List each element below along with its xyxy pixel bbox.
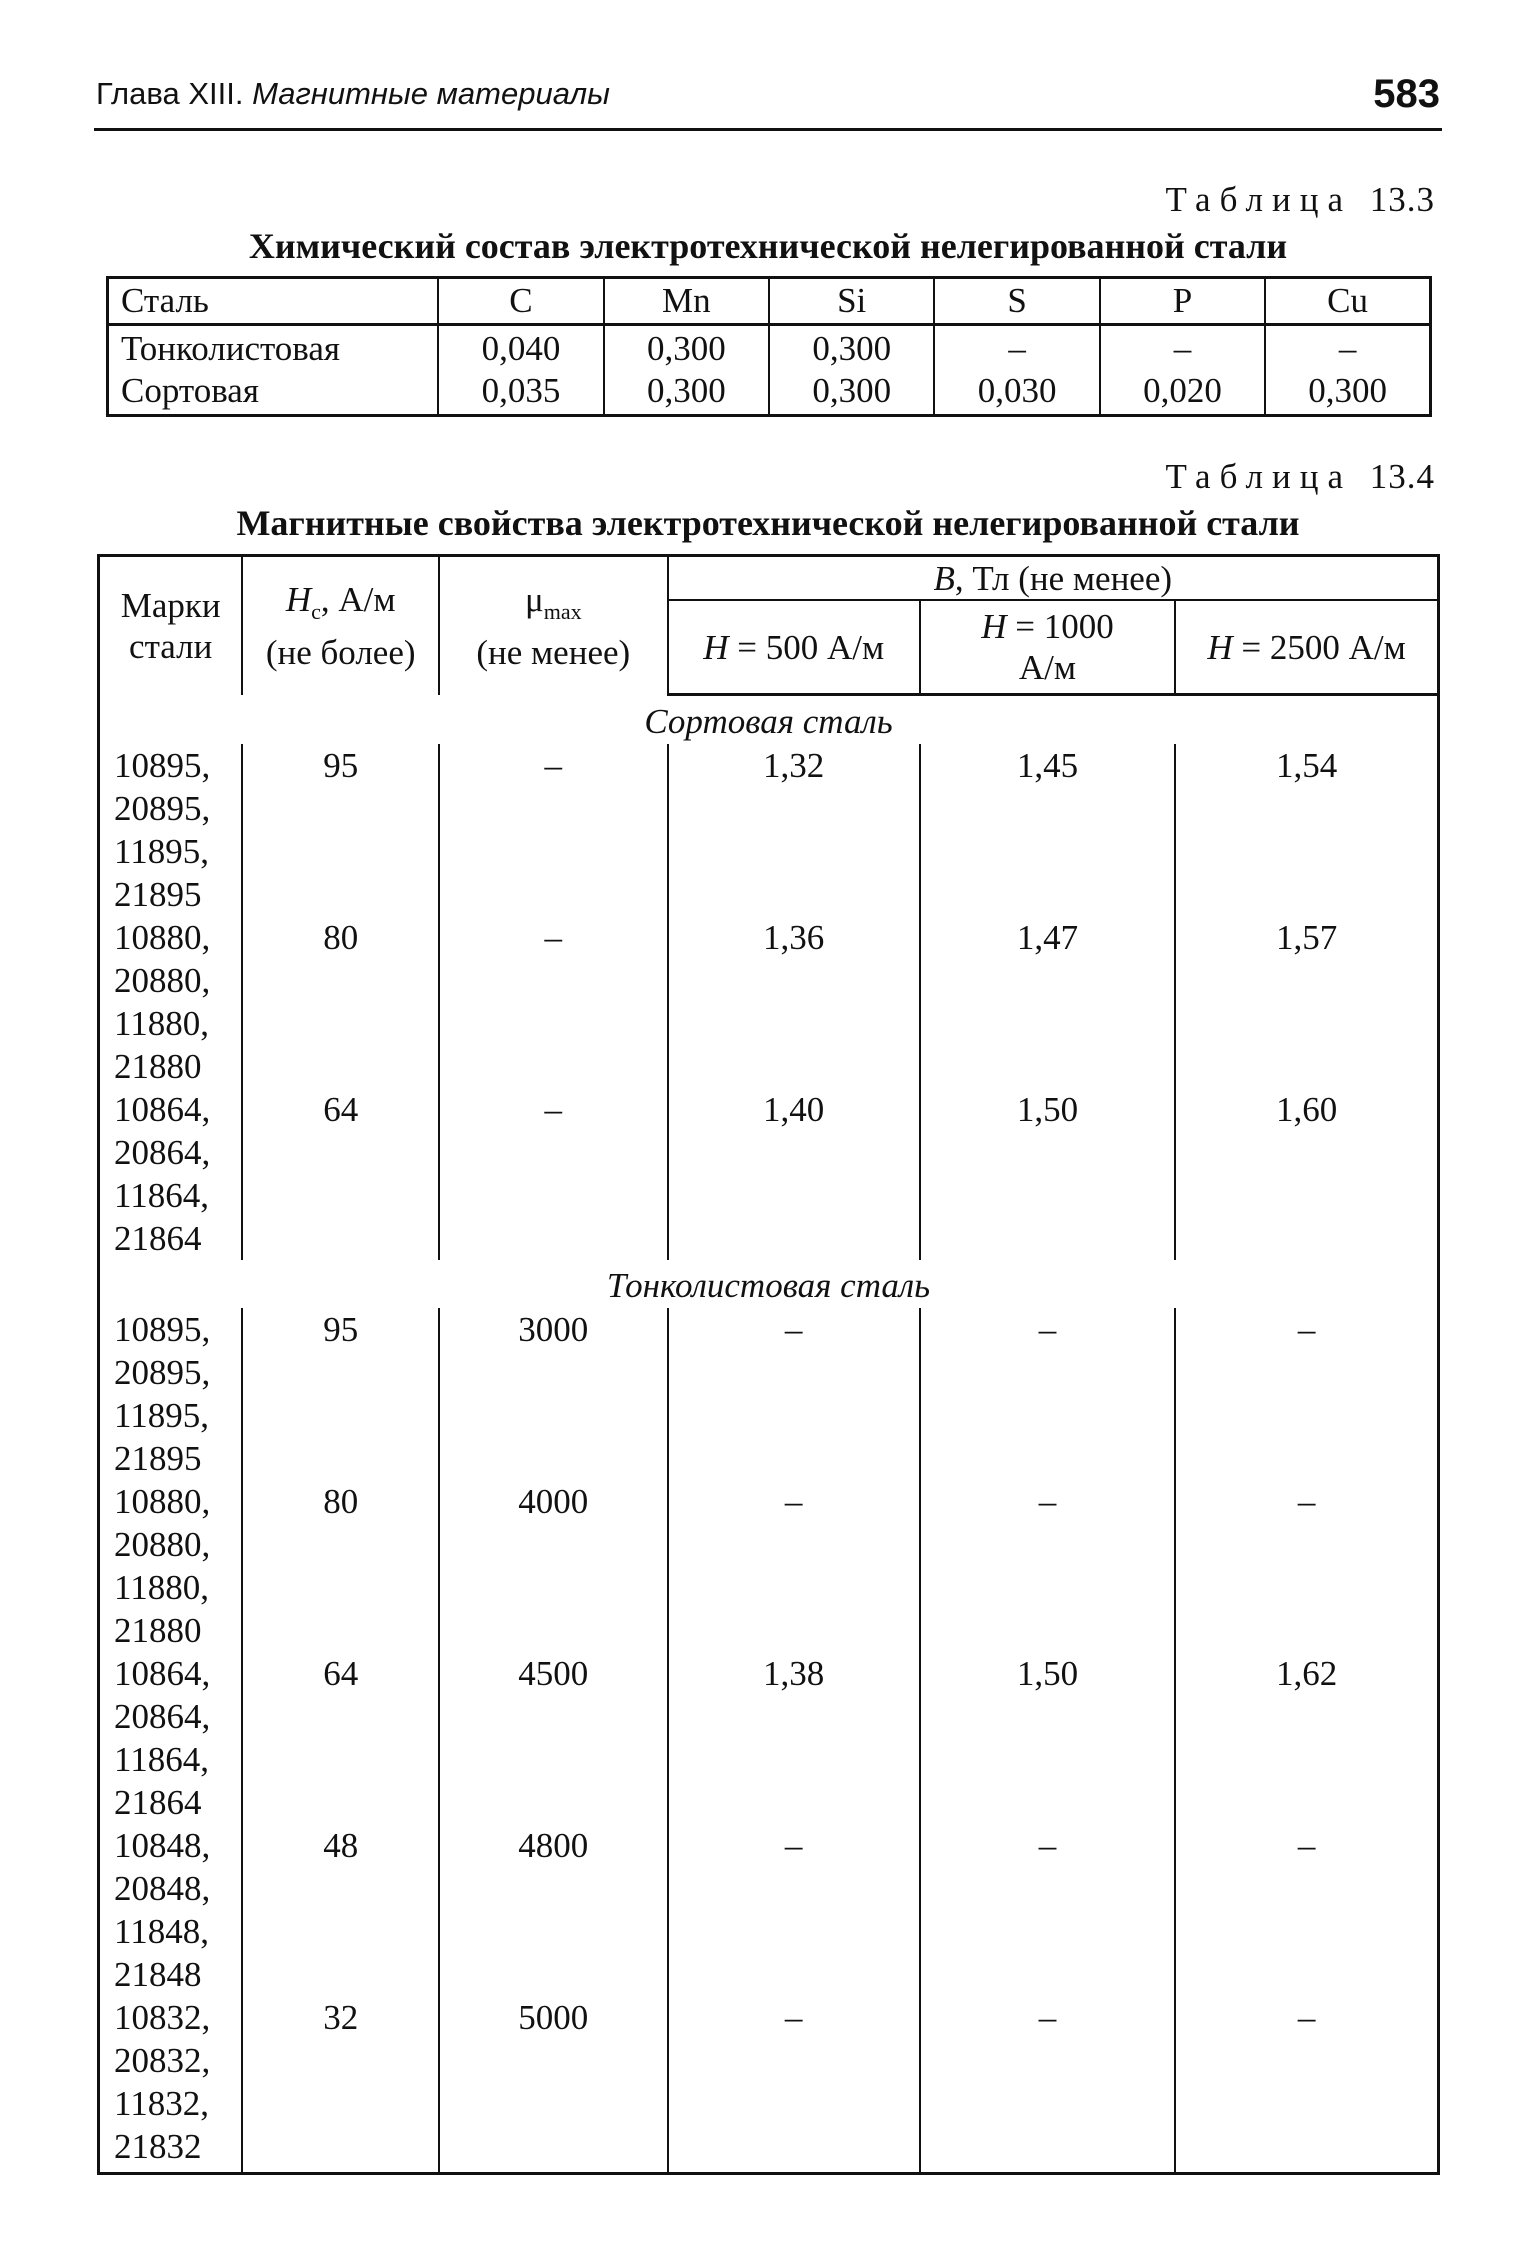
- grade-code: 10832,: [114, 1998, 211, 2037]
- grades-cell: [99, 1308, 243, 1480]
- permeability-cell: –: [439, 916, 668, 1088]
- table-row: [99, 1308, 1439, 1480]
- subscript: max: [543, 598, 582, 624]
- induction-2500-cell: –: [1175, 1996, 1438, 2174]
- chapter-name: Магнитные материалы: [252, 76, 610, 111]
- table-13-4-label: [1166, 457, 1435, 497]
- grade-code: 21864: [114, 1783, 202, 1822]
- symbol-mu: μ: [524, 579, 544, 619]
- grade-code: 10848,: [114, 1826, 211, 1865]
- induction-500-cell: –: [668, 1480, 920, 1652]
- grades-cell: [99, 1088, 243, 1260]
- table-row: [99, 1996, 1439, 2174]
- column-header: C: [438, 278, 603, 325]
- induction-1000-cell: 1,50: [920, 1088, 1175, 1260]
- induction-500-cell: 1,32: [668, 744, 920, 916]
- grade-code: 11864,: [114, 1740, 209, 1779]
- grade-code: 21880: [114, 1047, 202, 1086]
- table-13-3-label: [1166, 180, 1435, 220]
- table-cell: 0,300: [1265, 370, 1430, 416]
- grade-code: 21880: [114, 1611, 202, 1650]
- induction-500-cell: –: [668, 1824, 920, 1996]
- induction-1000-cell: 1,47: [920, 916, 1175, 1088]
- coercivity-cell: 64: [242, 1652, 439, 1824]
- header-coercivity: [242, 556, 439, 695]
- grade-code: 21895: [114, 875, 202, 914]
- grade-code: 10880,: [114, 918, 211, 957]
- column-header: Сталь: [108, 278, 439, 325]
- grades-cell: [99, 1996, 243, 2174]
- table-13-4-title: Магнитные свойства электротехнической нелегированной стали: [236, 503, 1300, 543]
- table-row: [108, 325, 1431, 371]
- column-header: P: [1100, 278, 1265, 325]
- table-cell: 0,040: [438, 325, 603, 371]
- coercivity-cell: 80: [242, 1480, 439, 1652]
- table-row: [108, 370, 1431, 416]
- table-cell: 0,035: [438, 370, 603, 416]
- header-text: Марки: [120, 585, 221, 625]
- induction-2500-cell: –: [1175, 1480, 1438, 1652]
- induction-2500-cell: 1,60: [1175, 1088, 1438, 1260]
- coercivity-cell: 64: [242, 1088, 439, 1260]
- permeability-cell: 4000: [439, 1480, 668, 1652]
- induction-2500-cell: 1,57: [1175, 916, 1438, 1088]
- table-row: [99, 1652, 1439, 1824]
- header-grades: [99, 556, 243, 695]
- grades-cell: [99, 1652, 243, 1824]
- grade-code: 20880,: [114, 961, 211, 1000]
- header-h1000: [920, 600, 1175, 695]
- table-row: [99, 1824, 1439, 1996]
- section-header-row: [99, 1260, 1439, 1308]
- header-text: (не более): [265, 632, 416, 672]
- column-header: Cu: [1265, 278, 1430, 325]
- table-label-number: 13.4: [1369, 457, 1435, 496]
- induction-500-cell: 1,38: [668, 1652, 920, 1824]
- chapter-title: [96, 76, 610, 112]
- table-cell: 0,300: [769, 370, 934, 416]
- grades-cell: [99, 916, 243, 1088]
- header-text: (не менее): [476, 632, 631, 672]
- header-text: А/м: [1018, 648, 1077, 687]
- grades-cell: [99, 1824, 243, 1996]
- symbol-h: H: [703, 627, 729, 667]
- grade-code: 10895,: [114, 1310, 211, 1349]
- induction-1000-cell: –: [920, 1824, 1175, 1996]
- grade-code: 11880,: [114, 1568, 209, 1607]
- chemical-composition-table: [106, 276, 1432, 417]
- header-induction-group: [668, 556, 1439, 601]
- header-text: = 1000: [1006, 607, 1114, 646]
- induction-500-cell: 1,36: [668, 916, 920, 1088]
- page-number: 583: [1373, 72, 1440, 116]
- table-label-word: Таблица: [1165, 457, 1352, 496]
- grade-code: 21848: [114, 1955, 202, 1994]
- symbol-h: H: [1207, 627, 1233, 667]
- header-text: = 2500 А/м: [1232, 627, 1406, 667]
- induction-500-cell: –: [668, 1996, 920, 2174]
- header-text: , А/м: [320, 579, 396, 619]
- grade-code: 11895,: [114, 1396, 209, 1435]
- grades-cell: [99, 744, 243, 916]
- symbol-h: H: [981, 607, 1007, 646]
- table-label-number: 13.3: [1369, 180, 1435, 219]
- header-permeability: [439, 556, 668, 695]
- table-cell: –: [1265, 325, 1430, 371]
- grade-code: 20848,: [114, 1869, 211, 1908]
- table-cell: 0,300: [604, 370, 769, 416]
- header-text: , Тл (не менее): [954, 558, 1173, 598]
- header-text: = 500 А/м: [728, 627, 885, 667]
- grade-code: 20864,: [114, 1133, 211, 1172]
- table-cell: 0,020: [1100, 370, 1265, 416]
- coercivity-cell: 32: [242, 1996, 439, 2174]
- table-row: [99, 744, 1439, 916]
- table-cell: 0,300: [769, 325, 934, 371]
- table-cell: 0,300: [604, 325, 769, 371]
- grade-code: 11895,: [114, 832, 209, 871]
- table-cell: –: [934, 325, 1099, 371]
- symbol-b: B: [933, 558, 955, 598]
- magnetic-properties-body: [99, 695, 1439, 2174]
- induction-1000-cell: 1,50: [920, 1652, 1175, 1824]
- column-header: S: [934, 278, 1099, 325]
- table-header-row: [99, 556, 1439, 601]
- grade-code: 11848,: [114, 1912, 209, 1951]
- column-header: Si: [769, 278, 934, 325]
- permeability-cell: 5000: [439, 1996, 668, 2174]
- induction-2500-cell: 1,54: [1175, 744, 1438, 916]
- table-cell: Сортовая: [121, 371, 259, 410]
- permeability-cell: –: [439, 1088, 668, 1260]
- section-header-row: [99, 695, 1439, 745]
- induction-1000-cell: –: [920, 1480, 1175, 1652]
- grade-code: 10895,: [114, 746, 211, 785]
- induction-2500-cell: –: [1175, 1824, 1438, 1996]
- grades-cell: [99, 1480, 243, 1652]
- induction-500-cell: –: [668, 1308, 920, 1480]
- induction-1000-cell: 1,45: [920, 744, 1175, 916]
- coercivity-cell: 95: [242, 744, 439, 916]
- induction-1000-cell: –: [920, 1996, 1175, 2174]
- coercivity-cell: 80: [242, 916, 439, 1088]
- symbol-h: H: [285, 579, 312, 619]
- grade-code: 20832,: [114, 2041, 211, 2080]
- header-text: стали: [129, 626, 213, 666]
- table-13-3-title: Химический состав электротехнической нелегированной стали: [248, 226, 1288, 266]
- grade-code: 11832,: [114, 2084, 209, 2123]
- page-header: [94, 72, 1442, 131]
- table-header-row: [108, 278, 1431, 325]
- grade-code: 10864,: [114, 1090, 211, 1129]
- table-cell: 0,030: [934, 370, 1099, 416]
- induction-2500-cell: 1,62: [1175, 1652, 1438, 1824]
- section-title: Сортовая сталь: [644, 702, 893, 741]
- permeability-cell: 4500: [439, 1652, 668, 1824]
- table-label-word: Таблица: [1165, 180, 1352, 219]
- grade-code: 21864: [114, 1219, 202, 1258]
- subscript: c: [311, 598, 321, 624]
- grade-code: 20895,: [114, 789, 211, 828]
- induction-2500-cell: –: [1175, 1308, 1438, 1480]
- grade-code: 10864,: [114, 1654, 211, 1693]
- magnetic-properties-table: [97, 554, 1440, 2175]
- grade-code: 11864,: [114, 1176, 209, 1215]
- grade-code: 20864,: [114, 1697, 211, 1736]
- grade-code: 10880,: [114, 1482, 211, 1521]
- column-header: Mn: [604, 278, 769, 325]
- induction-1000-cell: –: [920, 1308, 1175, 1480]
- coercivity-cell: 48: [242, 1824, 439, 1996]
- grade-code: 20880,: [114, 1525, 211, 1564]
- permeability-cell: 3000: [439, 1308, 668, 1480]
- chapter-prefix: Глава XIII.: [96, 76, 244, 111]
- grade-code: 20895,: [114, 1353, 211, 1392]
- header-h500: [668, 600, 920, 695]
- permeability-cell: 4800: [439, 1824, 668, 1996]
- table-cell: Тонколистовая: [121, 329, 341, 368]
- table-row: [99, 1088, 1439, 1260]
- grade-code: 21832: [114, 2127, 202, 2166]
- section-title: Тонколистовая сталь: [606, 1266, 931, 1305]
- permeability-cell: –: [439, 744, 668, 916]
- table-cell: –: [1100, 325, 1265, 371]
- grade-code: 11880,: [114, 1004, 209, 1043]
- coercivity-cell: 95: [242, 1308, 439, 1480]
- table-row: [99, 1480, 1439, 1652]
- grade-code: 21895: [114, 1439, 202, 1478]
- induction-500-cell: 1,40: [668, 1088, 920, 1260]
- table-row: [99, 916, 1439, 1088]
- header-h2500: [1175, 600, 1438, 695]
